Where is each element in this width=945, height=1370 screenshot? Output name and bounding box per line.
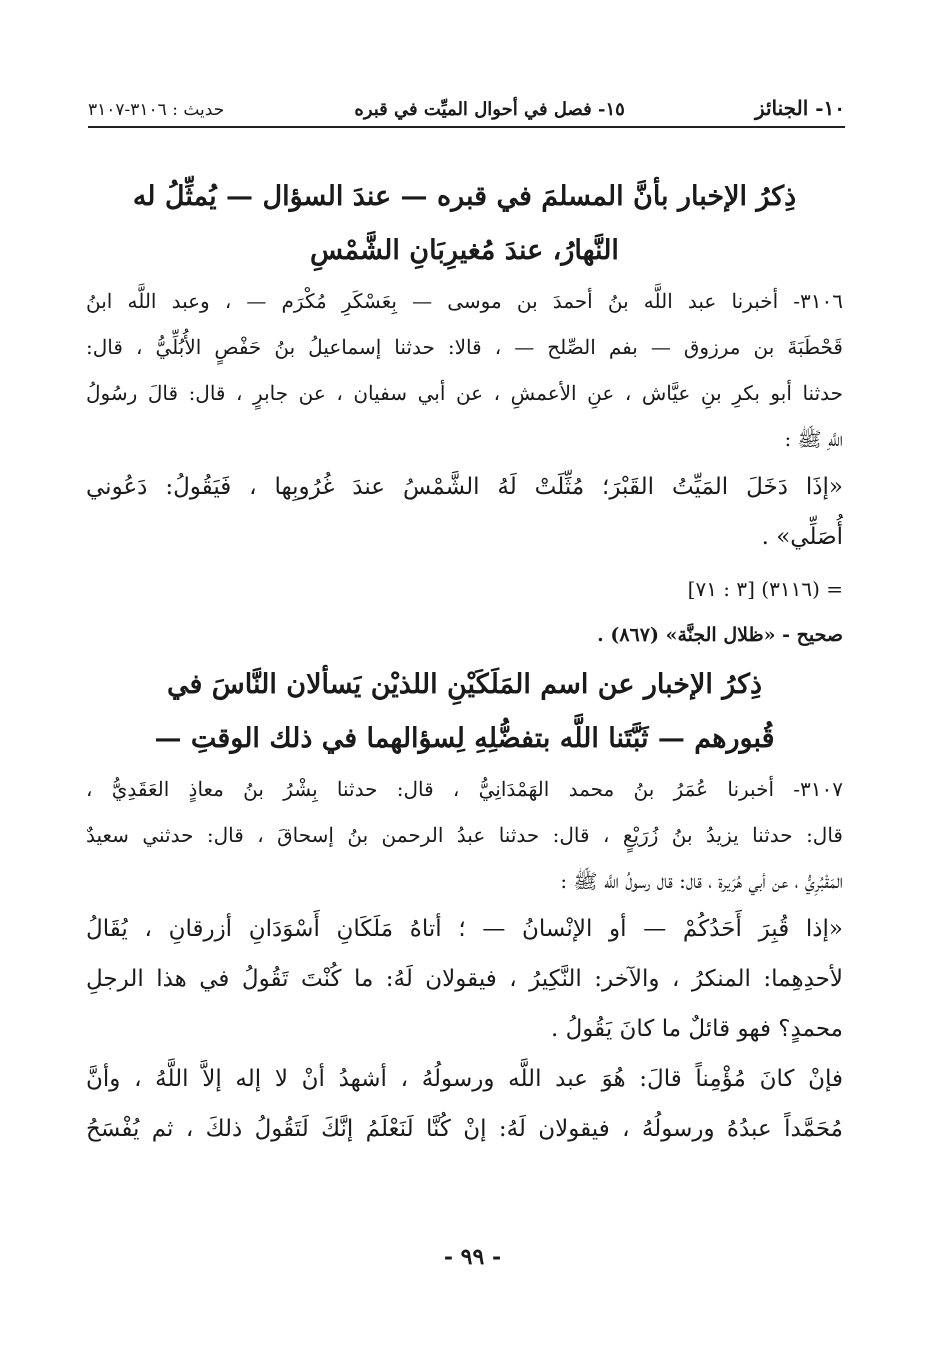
text-line: قَحْطَبَةَ بن مرزوق — بفم الصِّلح — ، قالا: حدثنا إسماعيلُ بنُ حَفْصٍ الأُبُلِّيُّ ، قال: <box>86 335 843 359</box>
isnad-3107 <box>86 766 843 904</box>
text-line: فإنْ كانَ مُؤْمِناً قالَ: هُوَ عبد اللَّه ورسولُهُ ، أشهدُ أنْ لا إله إلاَّ اللَّهُ ، وأنَّ <box>86 1066 843 1092</box>
text-line: ٣١٠٧- أخبرنا عُمَرُ بنُ محمد الهَمْدَانِيُّ ، قال: حدثنا بِشْرُ بنُ معاذٍ العَقَدِيُّ ، <box>86 777 843 801</box>
grading-note <box>86 612 843 658</box>
page-number: - ٩٩ - <box>443 1244 502 1270</box>
running-header <box>88 86 845 120</box>
heading-line: النَّهارُ، عندَ مُغيرِبَانِ الشَّمْسِ <box>310 235 619 266</box>
text-line: «إذا قُبِرَ أَحَدُكُمْ — أو الإنْسانُ — ؛ أتاهُ مَلَكَانِ أَسْوَدَانِ أزرقانِ ، يُقَالُ <box>86 916 843 942</box>
header-divider <box>88 126 845 128</box>
hadith-range: حديث : ٣١٠٦-٣١٠٧ <box>88 100 225 120</box>
isnad-3106 <box>86 278 843 462</box>
text-line: أُصَلِّي» . <box>761 524 843 550</box>
page-body <box>86 170 843 1154</box>
text-line: «إذَا دَخَلَ المَيِّتُ القَبْرَ؛ مُثِّلَتْ لَهُ الشَّمْسُ عندَ غُرُوبِها ، فَيَقُولُ: دَعُوني <box>86 474 843 500</box>
cross-reference: = (٣١١٦) [٣ : ٧١] <box>687 577 843 601</box>
grading-label: صحيح <box>796 624 843 646</box>
chapter-title: ١٠- الجنائز <box>754 96 845 120</box>
heading-report-1 <box>86 170 843 278</box>
matn-3106 <box>86 462 843 562</box>
heading-line: قُبورهم — ثَبَّتَنا اللَّه بتفضُّلِهِ لِسؤالهما في ذلك الوقتِ — <box>154 723 775 754</box>
text-line: اللَّهِ ﷺ : <box>784 427 843 451</box>
text-line: المَقْبُرِيُّ ، عن أبي هُرَيرة ، قال: قال رسولُ اللَّه ﷺ : <box>560 869 843 893</box>
text-line: ٣١٠٦- أخبرنا عبد اللَّه بنُ أحمدَ بن موسى — بِعَسْكَرِ مُكْرَم — ، وعبد اللَّه ابنُ <box>86 289 843 313</box>
section-title: ١٥- فصل في أحوال الميِّت في قبره <box>354 99 625 120</box>
text-line: لأحدِهِما: المنكرُ ، والآخر: النَّكِيرُ ، فيقولان لَهُ: ما كُنْتَ تَقُولُ في هذا الرجلِ <box>86 966 843 992</box>
heading-line: ذِكرُ الإخبار بأنَّ المسلمَ في قبره — عندَ السؤال — يُمثِّلُ له <box>132 181 797 212</box>
matn-3107 <box>86 904 843 1154</box>
text-line: حدثنا أبو بكرِ بنِ عيَّاش ، عنِ الأعمشِ ، عن أبي سفيان ، عن جابرٍ ، قال: قالَ رسُولُ <box>86 381 843 405</box>
heading-line: ذِكرُ الإخبار عن اسم المَلَكَيْنِ اللذيْن يَسألان النَّاسَ في <box>166 669 763 700</box>
text-line: مُحَمَّداً عبدُهُ ورسولُهُ ، فيقولان لَهُ: إنْ كُنَّا لَنَعْلَمُ إنَّكَ لَتَقُولُ ذلكَ ، ثم يُفْسَحُ <box>86 1116 844 1142</box>
text-line: محمدٍ؟ فهو قائلٌ ما كانَ يَقُولُ . <box>550 1016 843 1042</box>
heading-report-2 <box>86 658 843 766</box>
text-line: قال: حدثنا يزيدُ بنُ زُرَيْعٍ ، قال: حدثنا عبدُ الرحمن بنُ إسحاقَ ، قال: حدثني سعيدٌ <box>86 823 843 847</box>
grading-source: - «ظلال الجنَّة» (٨٦٧) . <box>597 624 790 646</box>
